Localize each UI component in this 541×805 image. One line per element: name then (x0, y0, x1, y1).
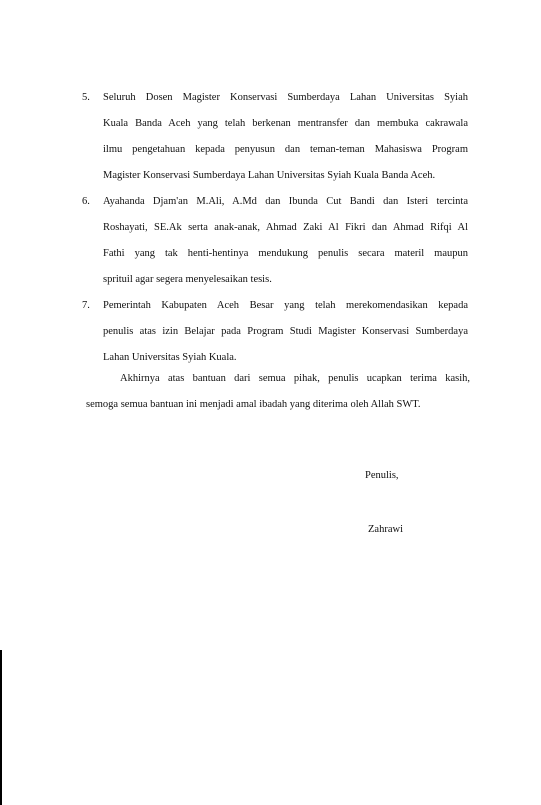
item-number: 7. (82, 300, 90, 311)
item-line: penulis atas izin Belajar pada Program Studi Magister Konservasi Sumberdaya (103, 326, 468, 337)
item-number: 5. (82, 92, 90, 103)
item-line: ilmu pengetahuan kepada penyusun dan teman-teman Mahasiswa Program (103, 144, 468, 155)
item-line: Fathi yang tak henti-hentinya mendukung penulis secara materil maupun (103, 248, 468, 259)
acknowledgement-list (82, 85, 468, 371)
item-line: Ayahanda Djam'an M.Ali, A.Md dan Ibunda Cut Bandi dan Isteri tercinta (103, 196, 468, 207)
item-line: Kuala Banda Aceh yang telah berkenan mentransfer dan membuka cakrawala (103, 118, 468, 129)
signature-label: Penulis, (365, 470, 399, 481)
closing-line: Akhirnya atas bantuan dari semua pihak, penulis ucapkan terima kasih, (120, 373, 470, 384)
item-number: 6. (82, 196, 90, 207)
closing-line: semoga semua bantuan ini menjadi amal ibadah yang diterima oleh Allah SWT. (86, 399, 421, 410)
item-line: sprituil agar segera menyelesaikan tesis. (103, 274, 272, 285)
closing-paragraph (86, 366, 470, 418)
signature-name: Zahrawi (368, 524, 403, 535)
scan-edge-mark (0, 650, 2, 805)
list-item (82, 189, 468, 293)
item-line: Roshayati, SE.Ak serta anak-anak, Ahmad Zaki Al Fikri dan Ahmad Rifqi Al (103, 222, 468, 233)
list-item (82, 293, 468, 371)
item-line: Magister Konservasi Sumberdaya Lahan Universitas Syiah Kuala Banda Aceh. (103, 170, 436, 181)
list-item (82, 85, 468, 189)
item-line: Lahan Universitas Syiah Kuala. (103, 352, 237, 363)
item-line: Seluruh Dosen Magister Konservasi Sumberdaya Lahan Universitas Syiah (103, 92, 468, 103)
item-line: Pemerintah Kabupaten Aceh Besar yang telah merekomendasikan kepada (103, 300, 468, 311)
